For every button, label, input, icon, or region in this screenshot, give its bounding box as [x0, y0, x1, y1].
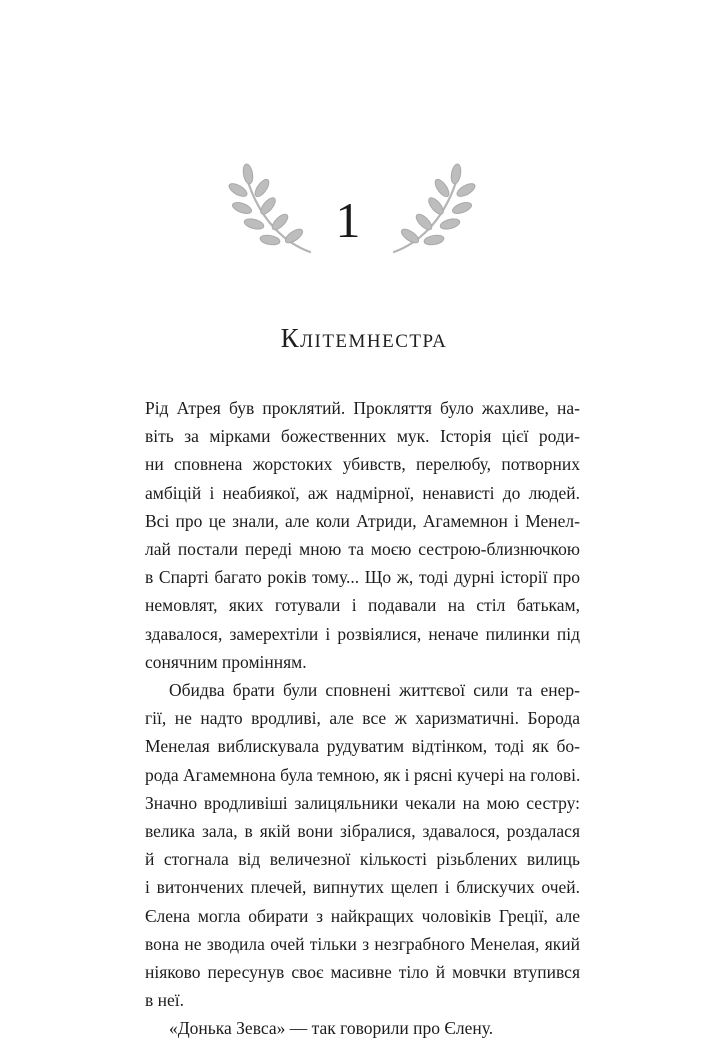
laurel-right-icon: [384, 160, 476, 260]
text-line: і витончених плечей, випнутих щелеп і блискучих очей.: [145, 877, 580, 898]
text-line: Обидва брати були сповнені життєвої сили та енер-: [169, 680, 580, 701]
text-line: амбіцій і неабиякої, аж надмірної, ненависті до людей.: [145, 482, 580, 503]
paragraph: [145, 394, 580, 676]
text-line: велика зала, в якій вони зібралися, здавалося, роздалася: [145, 821, 580, 842]
text-line: ніяково пересунув своє масивне тіло й мовчки втупився: [145, 962, 580, 983]
text-line: в Спарті багато років тому... Що ж, тоді дурні історії про: [145, 567, 580, 588]
text-line: Значно вродливіші залицяльники чекали на мою сестру:: [145, 792, 580, 813]
text-line: здавалося, замерехтіли і розвіялися, неначе пилинки під: [145, 623, 580, 644]
text-line: гії, не надто вродливі, але все ж харизматичні. Борода: [145, 708, 580, 729]
text-line: немовлят, яких готували і подавали на стіл батькам,: [145, 595, 580, 616]
text-line: Рід Атрея був проклятий. Прокляття було жахливе, на-: [145, 398, 580, 418]
text-line: Всі про це знали, але коли Атриди, Агамемнон і Менел-: [145, 510, 580, 531]
text-line: Менелая виблискувала рудуватим відтінком, тоді як бо-: [145, 736, 580, 757]
text-line: рода Агамемнона була темною, як і рясні кучері на голові.: [145, 764, 581, 785]
paragraph: [145, 676, 580, 1014]
text-line: в неї.: [145, 990, 185, 1011]
chapter-body: [145, 394, 580, 1043]
paragraph: [145, 1014, 580, 1042]
text-line: вона не зводила очей тільки з незграбного Менелая, який: [145, 933, 580, 954]
laurel-left-icon: [228, 160, 320, 260]
chapter-title: Клітемнестра: [280, 323, 448, 353]
text-line: віть за мірками божественних мук. Історія цієї роди-: [145, 426, 580, 447]
text-line: ни сповнена жорстоких убивств, перелюбу, потворних: [145, 454, 580, 475]
text-line: Єлена могла обирати з найкращих чоловіків Греції, але: [145, 905, 580, 926]
chapter-number: 1: [335, 192, 361, 248]
text-line: «Донька Зевса» — так говорили про Єлену.: [169, 1018, 494, 1039]
text-line: лай постали переді мною та моєю сестрою-близнючкою: [145, 539, 580, 560]
chapter-header: [0, 150, 728, 260]
text-line: сонячним промінням.: [145, 651, 307, 672]
text-line: й стогнала від величезної кількості різьблених вилиць: [145, 849, 580, 870]
